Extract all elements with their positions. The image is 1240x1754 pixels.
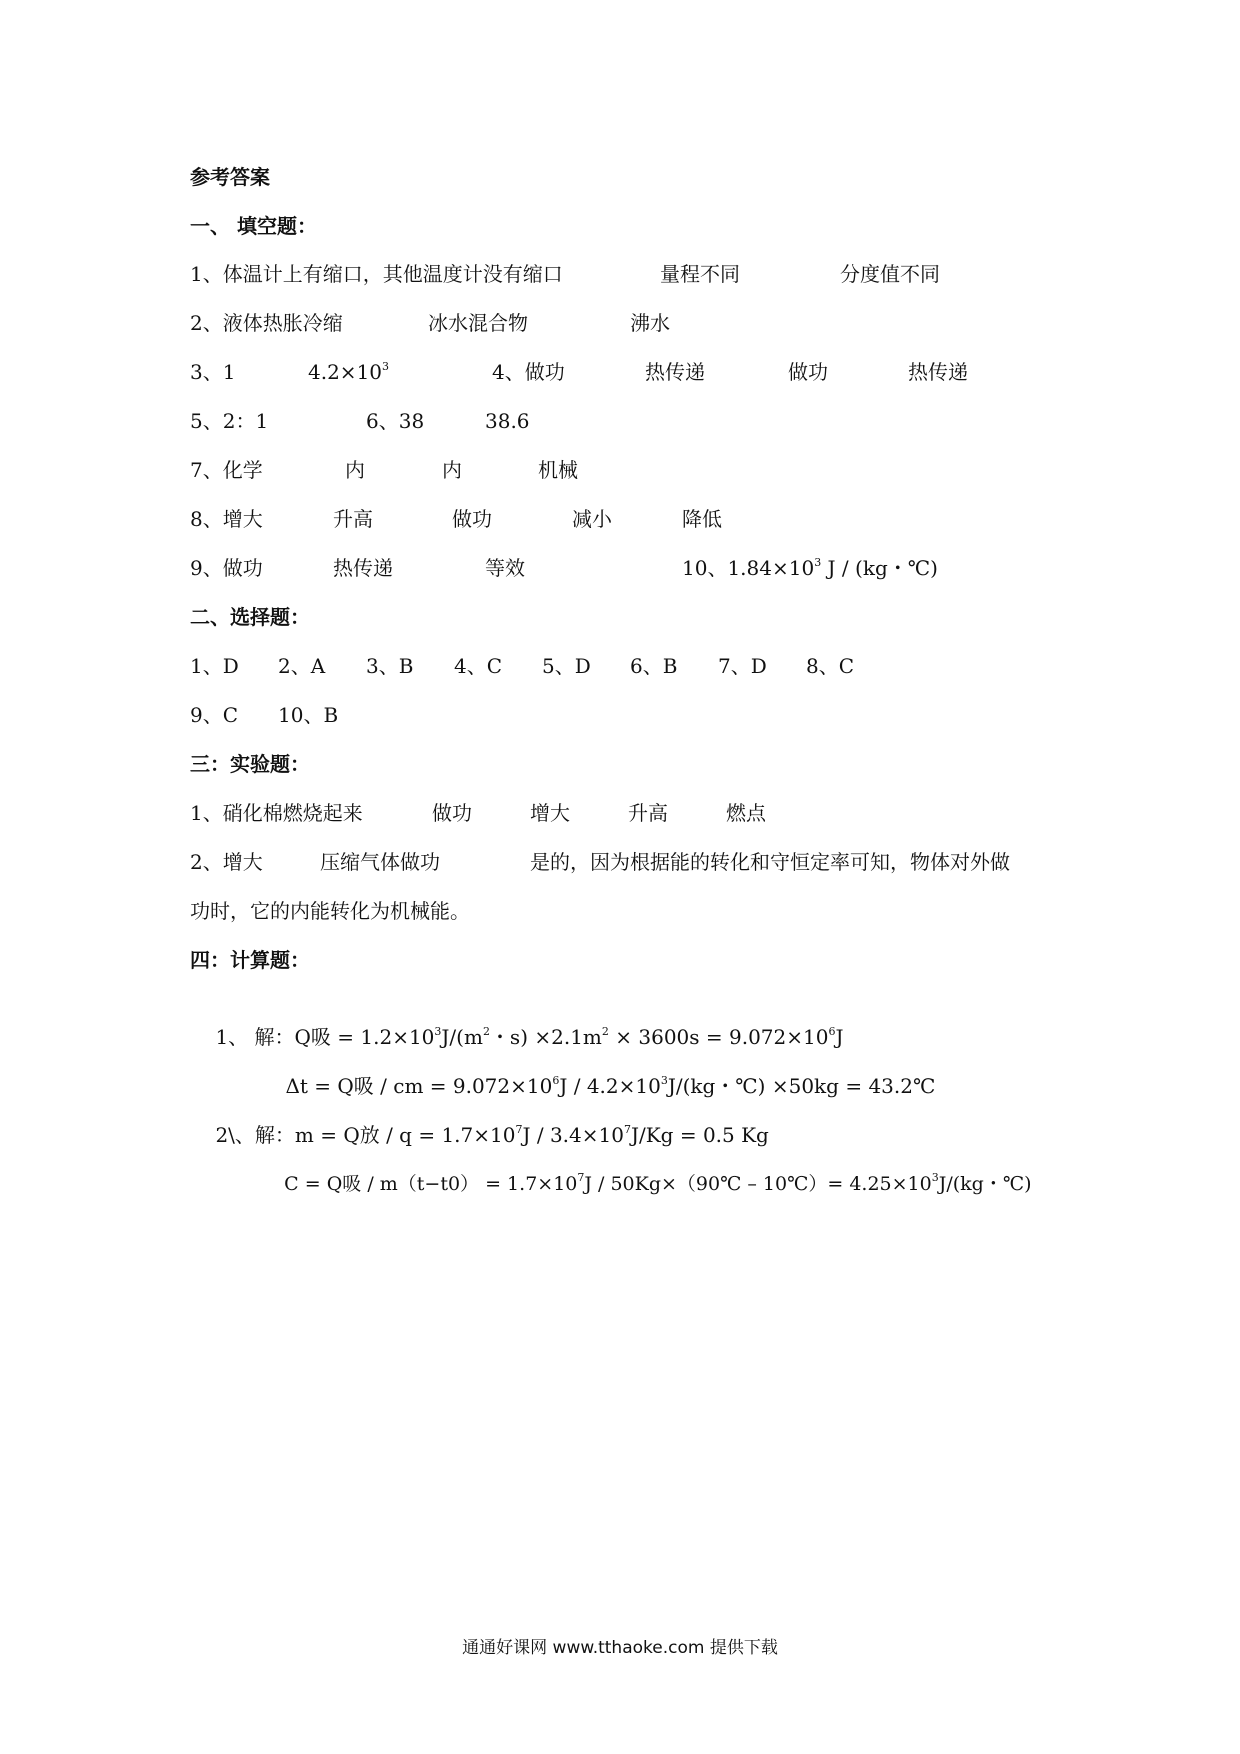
calc-2-line-1: 2\、解：m = Q放 / $q = 1.7\times 10^7J / 3.4\times 10^7J/Kg = 0.5$ Kg — [215, 1123, 769, 1147]
choice-answer: 1、D — [190, 654, 239, 678]
section1-heading: 一、 填空题： — [190, 214, 317, 238]
answer-text: 是的，因为根据能的转化和守恒定率可知，物体对外做 — [530, 850, 1010, 874]
answer-text: 热传递 — [333, 556, 393, 580]
answer-text: 分度值不同 — [840, 262, 940, 286]
choice-answer: 8、C — [806, 654, 855, 678]
choice-answer: 2、A — [278, 654, 326, 678]
calc-2-line-2: C = Q吸 / $m(t-t0) = 1.7\times 10^7J$ / 50Kg×（90℃ – 10℃）= $4.25\times 10^3J/(kg$・℃) — [284, 1171, 1032, 1195]
answer-text: 压缩气体做功 — [320, 850, 440, 874]
section3-heading: 三：实验题： — [190, 752, 310, 776]
section4-heading: 四：计算题： — [190, 948, 310, 972]
section2-heading: 二、选择题： — [190, 605, 310, 629]
choice-answer: 3、B — [366, 654, 414, 678]
page-title: 参考答案 — [190, 165, 270, 189]
answer-text: 2、增大 — [190, 850, 263, 874]
answer-text: 内 — [442, 458, 462, 482]
answer-formula: $4.2\times 10^3$ — [308, 360, 390, 384]
calc-1-line-2: Δt = Q吸 / cm = $9.072\times 10^6J / 4.2\times 10^3J/(kg$・℃) ×50kg = 43.2℃ — [285, 1074, 936, 1098]
answer-text: 减小 — [572, 507, 612, 531]
answer-text: 降低 — [682, 507, 722, 531]
choice-answer: 10、B — [278, 703, 339, 727]
answer-text: 1、体温计上有缩口，其他温度计没有缩口 — [190, 262, 563, 286]
answer-text: 做功 — [432, 801, 472, 825]
answer-text: 3、1 — [190, 360, 236, 384]
calc-1-line-1: 1、 解：Q吸 = $1.2\times 10^3J/(m^2$・$s) \times 2.1m^2 \times 3600s = 9.072\times 10^6J$ — [215, 1025, 844, 1049]
choice-answer: 5、D — [542, 654, 591, 678]
answer-text: 燃点 — [726, 801, 766, 825]
answer-text: 内 — [345, 458, 365, 482]
choice-answer: 4、C — [454, 654, 503, 678]
experiment-row-q2-continued: 功时，它的内能转化为机械能。 — [190, 899, 470, 923]
answer-text: 升高 — [333, 507, 373, 531]
answer-text: 做功 — [452, 507, 492, 531]
footer-source: 通通好课网 www.tthaoke.com 提供下载 — [462, 1638, 778, 1658]
answer-text: 38.6 — [485, 409, 530, 433]
answer-text: 机械 — [538, 458, 578, 482]
choice-answer: 6、B — [630, 654, 678, 678]
answer-text: 量程不同 — [660, 262, 740, 286]
choice-answer: 9、C — [190, 703, 239, 727]
answer-text: 等效 — [485, 556, 525, 580]
answer-text: 5、2：1 — [190, 409, 269, 433]
answer-text: 热传递 — [645, 360, 705, 384]
answer-text: 沸水 — [630, 311, 670, 335]
answer-text: 7、化学 — [190, 458, 263, 482]
answer-text: 热传递 — [908, 360, 968, 384]
answer-text: 4、做功 — [492, 360, 565, 384]
answer-text: 1、硝化棉燃烧起来 — [190, 801, 363, 825]
answer-text: 升高 — [628, 801, 668, 825]
answer-text: 6、38 — [366, 409, 425, 433]
answer-text: 2、液体热胀冷缩 — [190, 311, 343, 335]
answer-formula: 10、$1.84\times 10^3$ J / (kg・℃) — [682, 556, 938, 580]
answer-text: 增大 — [530, 801, 570, 825]
answer-text: 9、做功 — [190, 556, 263, 580]
answer-text: 冰水混合物 — [428, 311, 528, 335]
choice-answer: 7、D — [718, 654, 767, 678]
answer-text: 做功 — [788, 360, 828, 384]
answer-text: 8、增大 — [190, 507, 263, 531]
